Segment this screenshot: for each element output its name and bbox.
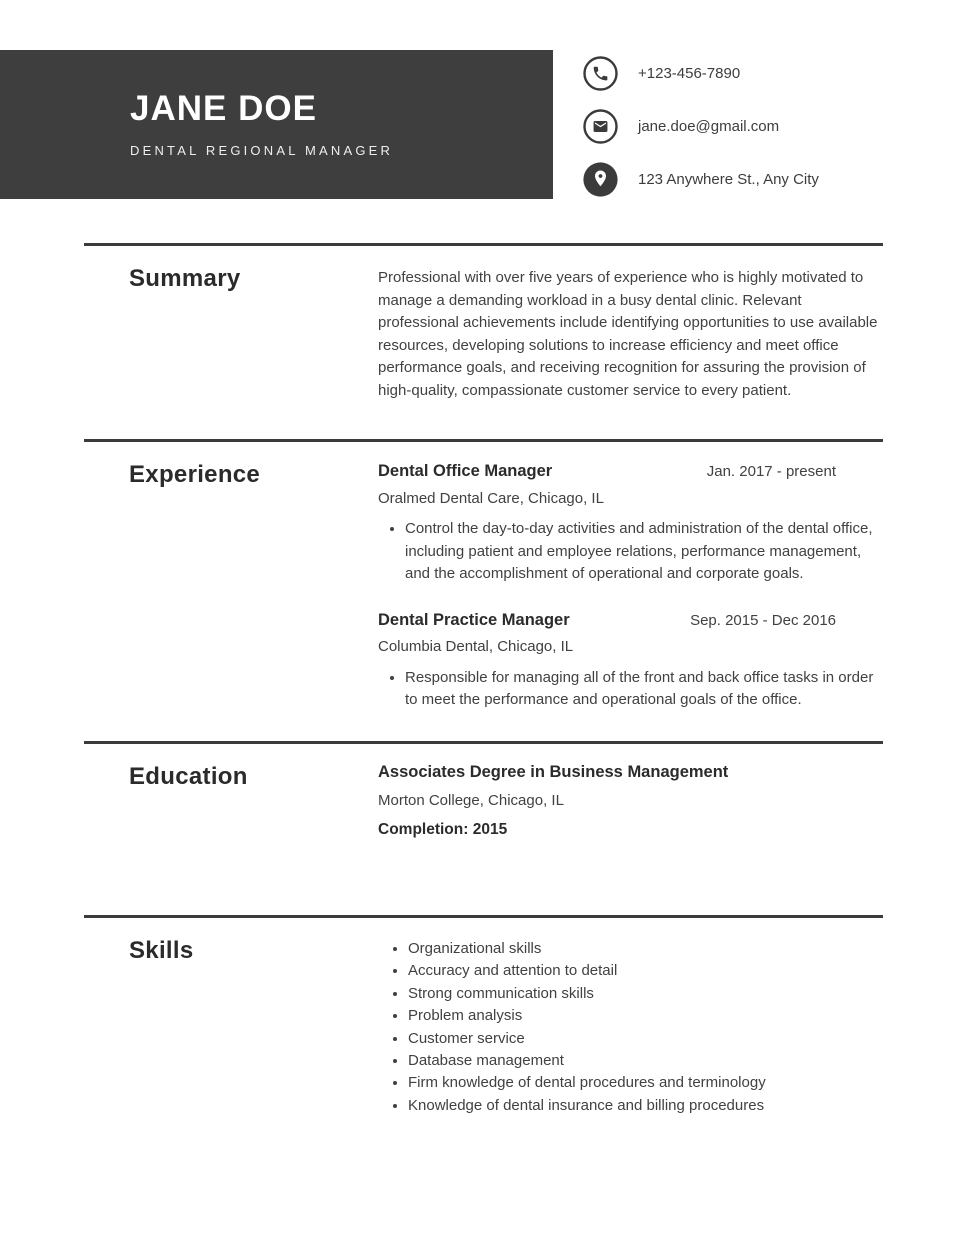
section-summary [84, 243, 883, 402]
location-icon [582, 161, 619, 198]
email-icon [582, 108, 619, 145]
summary-text: Professional with over five years of experience who is highly motivated to manage a demanding workload in a busy dental clinic. Relevant professional achievements include identifying opportunities to use available resources, developing solutions to increase efficiency and meet office performance goals, and receiving recognition for assuring the provision of high-quality, compassionate customer service to every patient. [378, 269, 878, 399]
skill-item: • Problem analysis [408, 1005, 883, 1027]
email-address: jane.doe@gmail.com [638, 118, 780, 135]
education-degree: Associates Degree in Business Management [378, 763, 729, 781]
job-title: Dental Office Manager [378, 462, 553, 480]
section-experience [84, 439, 883, 712]
job-company: Columbia Dental, Chicago, IL [378, 638, 574, 655]
section-education [84, 741, 883, 842]
address: 123 Anywhere St., Any City [638, 171, 819, 188]
contact-row-location [582, 161, 819, 198]
job-bullet-list [378, 518, 883, 586]
job-entry [378, 461, 883, 586]
summary-heading: Summary [129, 265, 241, 292]
skills-list [378, 938, 883, 1117]
job-dates: Sep. 2015 - Dec 2016 [690, 611, 836, 629]
person-name: JANE DOE [130, 89, 317, 128]
job-entry [378, 610, 883, 712]
job-bullet: • Responsible for managing all of the front and back office tasks in order to meet the performance and operational goals of the office. [405, 667, 883, 712]
job-bullet-list [378, 667, 883, 712]
contact-row-phone [582, 55, 819, 92]
contact-row-email [582, 108, 819, 145]
skill-item: • Accuracy and attention to detail [408, 960, 883, 982]
skill-item: • Firm knowledge of dental procedures and terminology [408, 1072, 883, 1094]
experience-heading: Experience [129, 461, 261, 488]
job-company: Oralmed Dental Care, Chicago, IL [378, 489, 604, 507]
skill-item: • Organizational skills [408, 938, 883, 960]
skill-item: • Database management [408, 1050, 883, 1072]
education-heading: Education [129, 763, 248, 790]
job-dates: Jan. 2017 - present [706, 463, 836, 480]
person-title: DENTAL REGIONAL MANAGER [130, 143, 394, 158]
skill-item: • Strong communication skills [408, 983, 883, 1005]
skill-item: • Knowledge of dental insurance and billing procedures [408, 1095, 883, 1117]
section-skills [84, 915, 883, 1117]
contact-block [582, 55, 819, 198]
phone-number: +123-456-7890 [638, 65, 741, 82]
phone-icon [582, 55, 619, 92]
job-bullet: • Control the day-to-day activities and administration of the dental office, including patient and employee relations, performance management, and the accomplishment of operational and corporate goals. [405, 518, 883, 586]
header-band [0, 50, 553, 199]
job-title: Dental Practice Manager [378, 610, 570, 629]
education-completion: Completion: 2015 [378, 821, 508, 839]
skills-heading: Skills [129, 937, 194, 964]
skill-item: • Customer service [408, 1028, 883, 1050]
education-school: Morton College, Chicago, IL [378, 791, 564, 809]
